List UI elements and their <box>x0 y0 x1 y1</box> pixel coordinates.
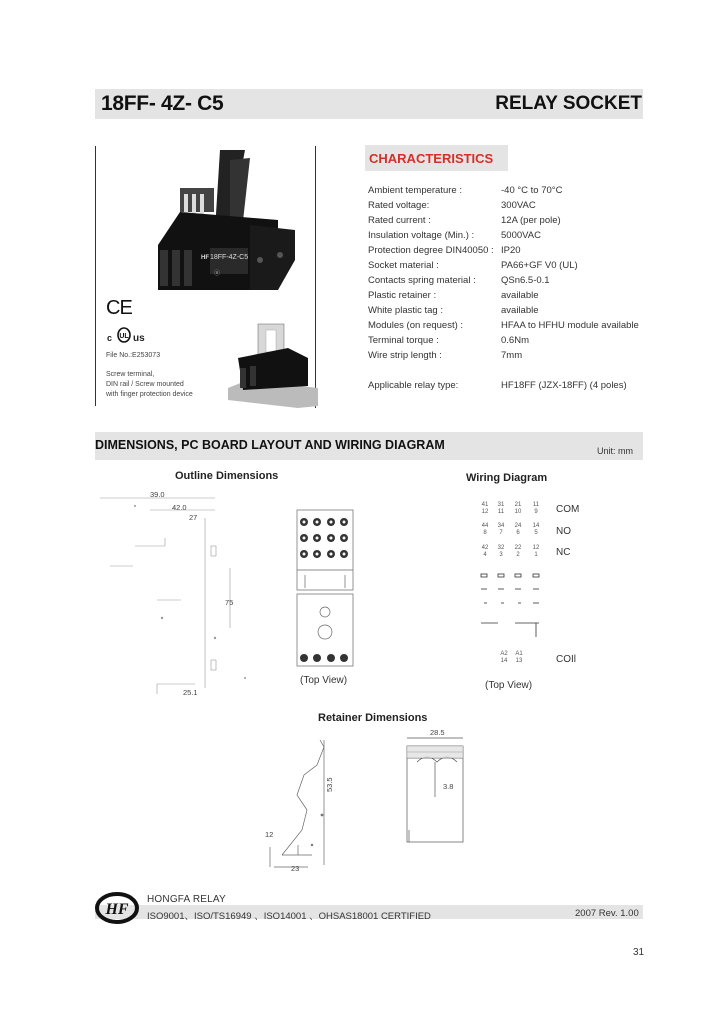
product-model-title: 18FF- 4Z- C5 <box>101 92 224 115</box>
spec-row <box>368 320 658 335</box>
revision: 2007 Rev. 1.00 <box>575 908 639 919</box>
outline-top-view-label: (Top View) <box>300 675 348 686</box>
svg-text:UL: UL <box>119 333 129 340</box>
socket-brand-mark: HF <box>201 255 209 261</box>
pin-no-2: 34 7 <box>497 523 505 536</box>
applicable-relay-row <box>368 380 658 395</box>
certifications: ISO9001、ISO/TS16949 、ISO14001 、OHSAS18001 CERTIFIED <box>147 911 431 922</box>
company-name: HONGFA RELAY <box>147 894 226 905</box>
retainer-dimensions-title: Retainer Dimensions <box>318 712 428 724</box>
wiring-no-label: NO <box>556 526 571 537</box>
pin-com-4: 11 9 <box>532 502 540 515</box>
spec-value: PA66+GF V0 (UL) <box>501 260 578 271</box>
outline-dim-d: 25.1 <box>183 688 198 697</box>
retainer-height-dim: 53.5 <box>325 777 334 792</box>
spec-value: 7mm <box>501 350 523 361</box>
spec-value: HF18FF (JZX-18FF) (4 poles) <box>501 380 627 391</box>
characteristics-title: CHARACTERISTICS <box>369 151 494 166</box>
product-label: 18FF-4Z-C5 <box>210 254 249 261</box>
outline-dimensions-title: Outline Dimensions <box>175 470 279 482</box>
ul-c-mark: c <box>107 333 113 343</box>
spec-row <box>368 200 658 215</box>
ul-file-number: File No.:E253073 <box>106 352 161 359</box>
pin-nc-2: 32 3 <box>497 545 505 558</box>
socket-top-view-drawing <box>295 500 357 672</box>
spec-label: Wire strip length : <box>368 350 442 361</box>
spec-row <box>368 185 658 200</box>
spec-value: available <box>501 290 539 301</box>
pin-no-4: 14 5 <box>532 523 540 536</box>
spec-value: QSn6.5-0.1 <box>501 275 550 286</box>
pin-nc-1: 42 4 <box>481 545 489 558</box>
socket-photo <box>150 150 310 300</box>
spec-row <box>368 290 658 305</box>
spec-row <box>368 305 658 320</box>
spec-label: Terminal torque : <box>368 335 439 346</box>
retainer-bottom-dim: 23 <box>291 864 300 873</box>
wiring-nc-label: NC <box>556 547 571 558</box>
spec-label: Rated current : <box>368 215 431 226</box>
spec-row <box>368 335 658 350</box>
pin-no-1: 44 8 <box>481 523 489 536</box>
spec-label: Modules (on request) : <box>368 320 464 331</box>
pin-nc-3: 22 2 <box>514 545 522 558</box>
pin-no-3: 24 6 <box>514 523 522 536</box>
outline-dim-c: 75 <box>225 598 234 607</box>
feature-note-1: Screw terminal, <box>106 371 155 378</box>
spec-row <box>368 350 658 365</box>
feature-note-3: with finger protection device <box>106 391 193 398</box>
spec-row <box>368 230 658 245</box>
product-type-title: RELAY SOCKET <box>495 93 642 114</box>
pin-com-3: 21 10 <box>514 502 522 515</box>
retainer-side-drawing <box>262 735 352 875</box>
spec-value: 12A (per pole) <box>501 215 561 226</box>
hongfa-logo-icon <box>95 893 139 923</box>
wiring-com-label: COM <box>556 504 580 515</box>
spec-row <box>368 260 658 275</box>
pin-coil-a1: A1 13 <box>515 651 523 664</box>
left-panel-border <box>95 146 96 406</box>
dimensions-title: DIMENSIONS, PC BOARD LAYOUT AND WIRING DIAGRAM <box>95 438 445 452</box>
spec-label: Insulation voltage (Min.) : <box>368 230 475 241</box>
feature-note-2: DIN rail / Screw mounted <box>106 381 184 388</box>
wiring-coil-label: COIl <box>556 654 576 665</box>
spec-value: 300VAC <box>501 200 536 211</box>
pin-nc-4: 12 1 <box>532 545 540 558</box>
unit-label: Unit: mm <box>597 446 633 456</box>
spec-value: HFAA to HFHU module available <box>501 320 639 331</box>
retainer-front-drawing <box>405 732 467 852</box>
spec-label: White plastic tag : <box>368 305 443 316</box>
ul-us-mark: us <box>133 333 145 344</box>
pin-coil-a2: A2 14 <box>500 651 508 664</box>
footer-logo-text: HF <box>105 901 129 918</box>
ce-mark: CE <box>106 297 132 319</box>
spec-label: Ambient temperature : <box>368 185 462 196</box>
spec-value: available <box>501 305 539 316</box>
retainer-width-dim: 28.5 <box>430 728 445 737</box>
spec-label: Protection degree DIN40050 : <box>368 245 494 256</box>
ul-logo-icon <box>117 327 131 343</box>
spec-value: IP20 <box>501 245 521 256</box>
outline-dim-e: 27 <box>189 513 198 522</box>
spec-value: 5000VAC <box>501 230 541 241</box>
spec-label: Rated voltage: <box>368 200 430 211</box>
pin-com-2: 31 11 <box>497 502 505 515</box>
pin-com-1: 41 12 <box>481 502 489 515</box>
outline-dim-a: 39.0 <box>150 490 165 499</box>
spec-label: Socket material : <box>368 260 439 271</box>
socket-ul-mark: ⓤ <box>214 271 221 277</box>
outline-side-drawing <box>95 488 265 698</box>
spec-row <box>368 275 658 290</box>
wiring-schematic <box>478 565 548 645</box>
spec-value: -40 °C to 70°C <box>501 185 563 196</box>
socket-with-relay-photo <box>228 318 318 408</box>
spec-label: Plastic retainer : <box>368 290 437 301</box>
spec-label: Contacts spring material : <box>368 275 476 286</box>
outline-dim-b: 42.0 <box>172 503 187 512</box>
spec-row <box>368 245 658 260</box>
page-number: 31 <box>633 947 645 958</box>
retainer-left-dim: 12 <box>265 830 274 839</box>
spec-label: Applicable relay type: <box>368 380 459 391</box>
spec-row <box>368 215 658 230</box>
retainer-side-dim: 3.8 <box>443 782 454 791</box>
spec-value: 0.6Nm <box>501 335 529 346</box>
wiring-top-view-label: (Top View) <box>485 680 533 691</box>
wiring-diagram-title: Wiring Diagram <box>466 472 548 484</box>
